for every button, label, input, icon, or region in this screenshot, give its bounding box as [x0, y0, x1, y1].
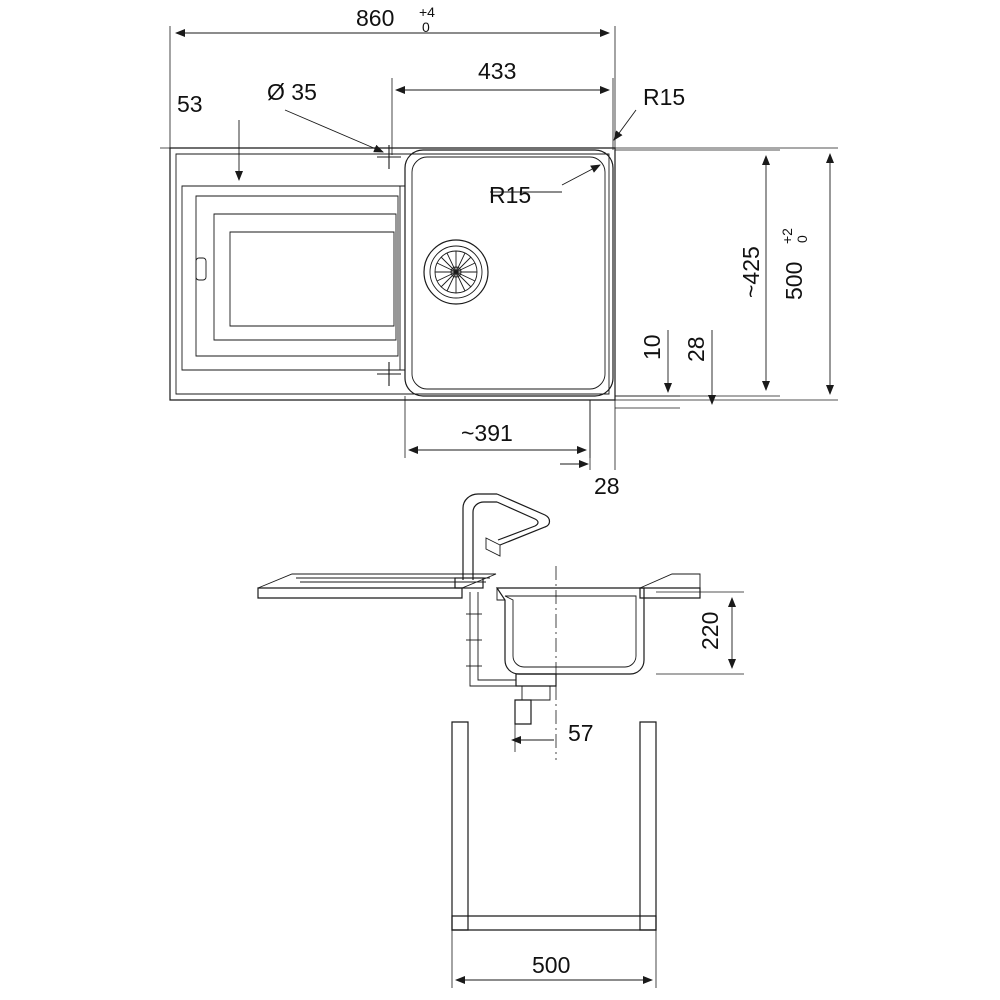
drainer-grooves	[214, 214, 396, 340]
label-391: ~391	[461, 420, 513, 446]
drainer-notch	[196, 258, 206, 280]
cutout-inner-offset	[176, 154, 609, 394]
label-860: 860	[356, 5, 395, 31]
label-500-depth: 500	[781, 261, 807, 300]
label-433: 433	[478, 58, 517, 84]
worktop-right-slab	[640, 574, 700, 598]
cabinet-section	[452, 722, 656, 930]
drainer-grooves-2	[230, 232, 394, 326]
drainer-panel-inner	[196, 196, 398, 356]
label-28: 28	[683, 336, 709, 362]
label-r15-inner: R15	[489, 182, 532, 208]
label-28-right: 28	[594, 473, 620, 499]
tap-hole-marker-bottom	[377, 362, 401, 386]
label-53: 53	[177, 91, 203, 117]
bowl-left-transition	[400, 186, 405, 370]
label-220: 220	[697, 611, 723, 650]
label-r15-outer: R15	[643, 84, 686, 110]
label-860-tol-lower: 0	[422, 19, 430, 35]
leader-tap-hole	[285, 110, 383, 152]
label-425: ~425	[738, 246, 764, 298]
worktop-left-slab	[258, 574, 496, 598]
bowl-section	[497, 588, 644, 724]
waste-grate-slots	[435, 251, 477, 293]
label-cabinet-500: 500	[532, 952, 571, 978]
mounting-bracket	[466, 592, 516, 686]
label-tap-hole-diameter: Ø 35	[267, 79, 317, 105]
label-500-tol-lower: 0	[794, 235, 810, 243]
label-860-tol-upper: +4	[419, 4, 435, 20]
section-view-group	[258, 494, 744, 988]
label-500-tol-upper: +2	[779, 228, 795, 244]
label-10: 10	[639, 334, 665, 360]
label-57: 57	[568, 720, 594, 746]
leader-r15-inner	[562, 165, 600, 185]
leader-r15-outer	[614, 110, 636, 140]
top-view-group	[160, 26, 838, 470]
